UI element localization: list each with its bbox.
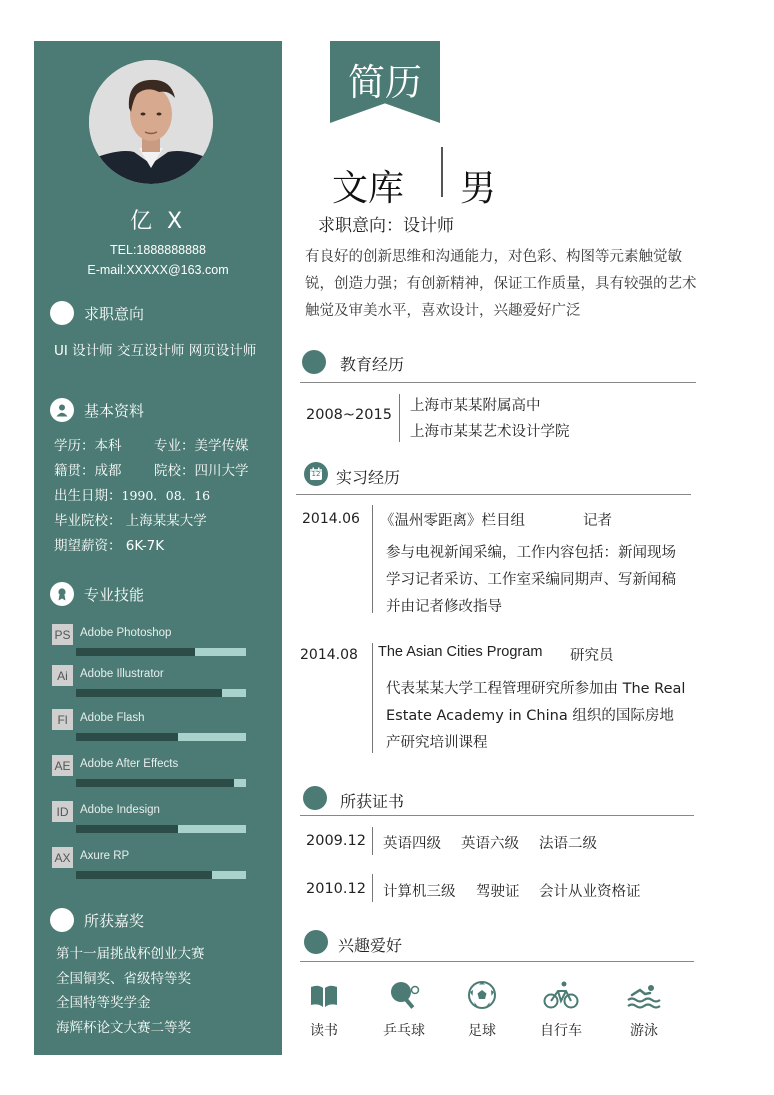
internship-section-title: 实习经历 xyxy=(336,468,401,487)
sidebar-basic-title: 基本资料 xyxy=(84,401,145,420)
hobby-item xyxy=(614,980,674,1040)
birth-date: 1990．08．16 xyxy=(121,488,211,503)
award-item: 全国铜奖、省级特等奖 xyxy=(56,971,191,987)
skill-item xyxy=(52,624,252,664)
hobby-item xyxy=(452,980,512,1040)
skill-bar-fill xyxy=(76,689,222,697)
hobby-item xyxy=(294,980,354,1040)
bicycle-icon xyxy=(543,980,579,1010)
internship-desc-line: 参与电视新闻采编，工作内容包括：新闻现场 xyxy=(386,545,676,561)
internship-rule xyxy=(296,494,691,495)
education-school: 上海市某某附属高中 xyxy=(410,398,541,414)
skill-name: Axure RP xyxy=(80,850,130,862)
internship-org: The Asian Cities Program xyxy=(378,644,543,660)
internship-desc-line: 学习记者采访、工作室采编同期声、写新闻稿 xyxy=(386,572,676,588)
skill-bar-fill xyxy=(76,648,195,656)
hobby-label: 乒乓球 xyxy=(383,1023,425,1039)
skill-bar-track xyxy=(76,871,246,879)
sidebar-intent-roles: UI 设计师 交互设计师 网页设计师 xyxy=(54,343,257,359)
basic-row-1 xyxy=(54,434,249,454)
certificate-value: 法语二级 xyxy=(539,836,597,852)
skill-abbr: AX xyxy=(52,847,73,868)
certificate-value: 英语六级 xyxy=(461,836,519,852)
education-section-icon xyxy=(302,350,326,374)
education-school: 上海市某某艺术设计学院 xyxy=(410,424,570,440)
certificate-date: 2010.12 xyxy=(306,881,366,897)
certificate-value: 英语四级 xyxy=(383,836,441,852)
basic-row-birth xyxy=(54,484,210,504)
internship-desc-line: 并由记者修改指导 xyxy=(386,599,502,615)
hobby-label: 自行车 xyxy=(540,1023,582,1039)
avatar xyxy=(89,60,213,184)
skill-abbr: PS xyxy=(52,624,73,645)
internship-desc-line: 代表某某大学工程管理研究所参加由 The Real xyxy=(386,681,686,697)
skill-name: Adobe After Effects xyxy=(80,758,179,770)
education-period: 2008~2015 xyxy=(306,407,392,423)
hobby-item xyxy=(374,980,434,1040)
circle-icon xyxy=(50,301,74,325)
certificate-divider xyxy=(372,827,373,855)
name-divider xyxy=(441,147,443,197)
sidebar xyxy=(34,41,282,1055)
internship-role: 研究员 xyxy=(570,648,614,664)
sidebar-name: 亿 X xyxy=(129,209,187,234)
internship-desc-line: 产研究培训课程 xyxy=(386,735,488,751)
skill-bar-track xyxy=(76,825,246,833)
hobbies-section-icon xyxy=(304,930,328,954)
hobby-label: 游泳 xyxy=(630,1023,658,1039)
internship-divider xyxy=(372,643,373,753)
certificate-value: 驾驶证 xyxy=(476,884,520,900)
skill-name: Adobe Flash xyxy=(80,712,145,724)
certificates-section-icon xyxy=(303,786,327,810)
internship-date: 2014.08 xyxy=(300,647,358,663)
ping-pong-icon xyxy=(388,980,420,1010)
sidebar-intent-heading xyxy=(50,300,144,326)
certificate-divider xyxy=(372,874,373,902)
birth-label: 出生日期： xyxy=(54,488,122,504)
education-level: 学历：本科 xyxy=(54,438,122,454)
award-item: 第十一届挑战杯创业大赛 xyxy=(56,946,205,962)
certificates-section-title: 所获证书 xyxy=(340,792,405,811)
user-icon xyxy=(50,398,74,422)
graduate-school: 毕业院校： 上海某某大学 xyxy=(54,513,207,529)
book-icon xyxy=(308,980,340,1010)
award-ribbon-icon xyxy=(50,582,74,606)
skill-abbr: AE xyxy=(52,755,73,776)
education-section-title: 教育经历 xyxy=(340,355,405,374)
skill-item xyxy=(52,755,252,795)
self-introduction: 有良好的创新思维和沟通能力，对色彩、构图等元素触觉敏锐，创造力强；有创新精神，保证工作质量，具有较强的艺术触觉及审美水平，喜欢设计，兴趣爱好广泛 xyxy=(305,249,697,319)
award-item: 海辉杯论文大赛二等奖 xyxy=(56,1020,191,1036)
email-address: E-mail:XXXXX@163.com xyxy=(87,263,229,277)
skill-bar-fill xyxy=(76,733,178,741)
education-divider xyxy=(399,394,400,442)
internship-role: 记者 xyxy=(583,513,612,529)
internship-divider xyxy=(372,505,373,613)
hobby-label: 读书 xyxy=(310,1023,338,1039)
skill-bar-fill xyxy=(76,871,212,879)
skill-item xyxy=(52,801,252,841)
skill-abbr: Ai xyxy=(52,665,73,686)
resume-title: 简历 xyxy=(348,61,422,104)
skill-bar-fill xyxy=(76,779,234,787)
hobbies-rule xyxy=(300,961,694,962)
education-rule xyxy=(300,382,696,383)
certificates-rule xyxy=(300,815,694,816)
award-item: 全国特等奖学金 xyxy=(56,995,151,1011)
skill-bar-track xyxy=(76,733,246,741)
internship-org: 《温州零距离》栏目组 xyxy=(380,513,525,529)
skill-abbr: Fl xyxy=(52,709,73,730)
certificate-value: 计算机三级 xyxy=(383,884,456,900)
skill-bar-track xyxy=(76,689,246,697)
skill-item xyxy=(52,847,252,887)
sidebar-awards-title: 所获嘉奖 xyxy=(84,911,145,930)
major: 专业：美学传媒 xyxy=(154,438,249,454)
skill-name: Adobe Indesign xyxy=(80,804,160,816)
hobby-item xyxy=(531,980,591,1040)
internship-desc-line: Estate Academy in China 组织的国际房地 xyxy=(386,708,674,724)
skill-item xyxy=(52,665,252,705)
circle-icon xyxy=(50,908,74,932)
sidebar-intent-title: 求职意向 xyxy=(84,304,145,323)
candidate-name: 文库 xyxy=(332,168,405,209)
hometown: 籍贯：成都 xyxy=(54,463,122,479)
swimming-icon xyxy=(626,980,662,1010)
skill-item xyxy=(52,709,252,749)
skill-bar-fill xyxy=(76,825,178,833)
candidate-gender: 男 xyxy=(460,168,497,209)
skill-name: Adobe Photoshop xyxy=(80,627,172,639)
skill-bar-track xyxy=(76,779,246,787)
internship-date: 2014.06 xyxy=(302,511,360,527)
skill-abbr: ID xyxy=(52,801,73,822)
sidebar-basic-heading xyxy=(50,397,144,423)
certificate-value: 会计从业资格证 xyxy=(539,884,641,900)
basic-row-2 xyxy=(54,459,249,479)
expected-salary: 期望薪资： 6K-7K xyxy=(54,538,165,554)
soccer-ball-icon xyxy=(466,980,498,1010)
phone-number: TEL:1888888888 xyxy=(110,243,206,257)
skill-bar-track xyxy=(76,648,246,656)
sidebar-skills-heading xyxy=(50,581,144,607)
sidebar-skills-title: 专业技能 xyxy=(84,585,145,604)
hobbies-section-title: 兴趣爱好 xyxy=(338,936,403,955)
certificate-date: 2009.12 xyxy=(306,833,366,849)
skill-name: Adobe Illustrator xyxy=(80,668,164,680)
school: 院校：四川大学 xyxy=(154,463,249,479)
hobby-label: 足球 xyxy=(468,1023,496,1039)
calendar-number: 12 xyxy=(311,470,321,478)
job-intention: 求职意向：设计师 xyxy=(318,216,454,236)
sidebar-awards-heading xyxy=(50,907,144,933)
